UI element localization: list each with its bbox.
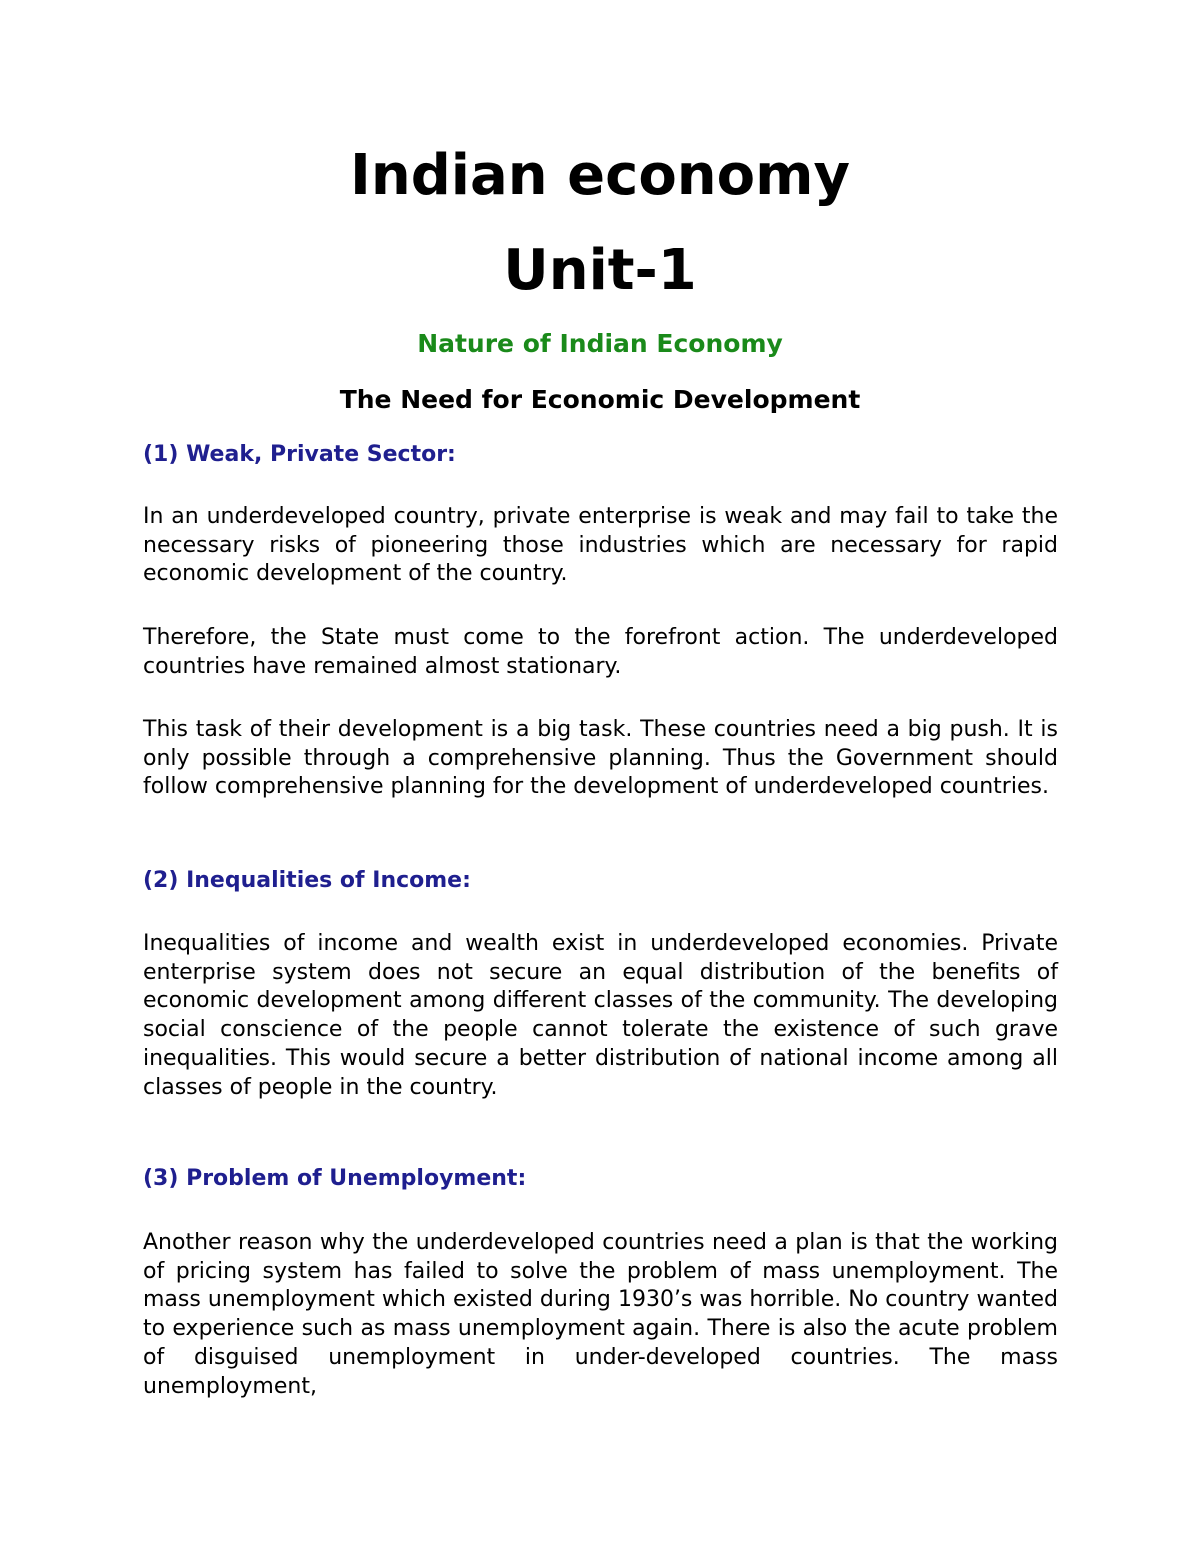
paragraph: This task of their development is a big task. These countries need a big push. It is only possible through a comprehensive planning. Thus the Government should follow comprehensive planning for the development of underdeveloped countries. xyxy=(143,717,1058,800)
paragraph: Inequalities of income and wealth exist in underdeveloped economies. Private enterprise system does not secure an equal distribution of the benefits of economic development among different classes of the community. The developing social conscience of the people cannot tolerate the existence of such grave inequalities. This would secure a better distribution of national income among all classes of people in the country. xyxy=(143,931,1058,1100)
chapter-subtitle: Nature of Indian Economy xyxy=(417,329,783,358)
unit-title: Unit-1 xyxy=(503,238,697,303)
section-heading-weak-private-sector: (1) Weak, Private Sector: xyxy=(143,442,456,467)
paragraph: Another reason why the underdeveloped countries need a plan is that the working of pricing system has failed to solve the problem of mass unemployment. The mass unemployment which existed during 1930’s was horrible. No country wanted to experience such as mass unemployment again. There is also the acute problem of disguised unemployment in under-developed countries. The mass unemployment, xyxy=(143,1230,1058,1399)
section-heading-inequalities-of-income: (2) Inequalities of Income: xyxy=(143,868,471,893)
paragraph: Therefore, the State must come to the forefront action. The underdeveloped countries have remained almost stationary. xyxy=(143,625,1058,679)
section-heading-problem-of-unemployment: (3) Problem of Unemployment: xyxy=(143,1166,527,1191)
paragraph: In an underdeveloped country, private enterprise is weak and may fail to take the necessary risks of pioneering those industries which are necessary for rapid economic development of the country. xyxy=(143,504,1058,587)
document-title: Indian economy xyxy=(350,143,850,208)
section-title: The Need for Economic Development xyxy=(339,385,861,414)
